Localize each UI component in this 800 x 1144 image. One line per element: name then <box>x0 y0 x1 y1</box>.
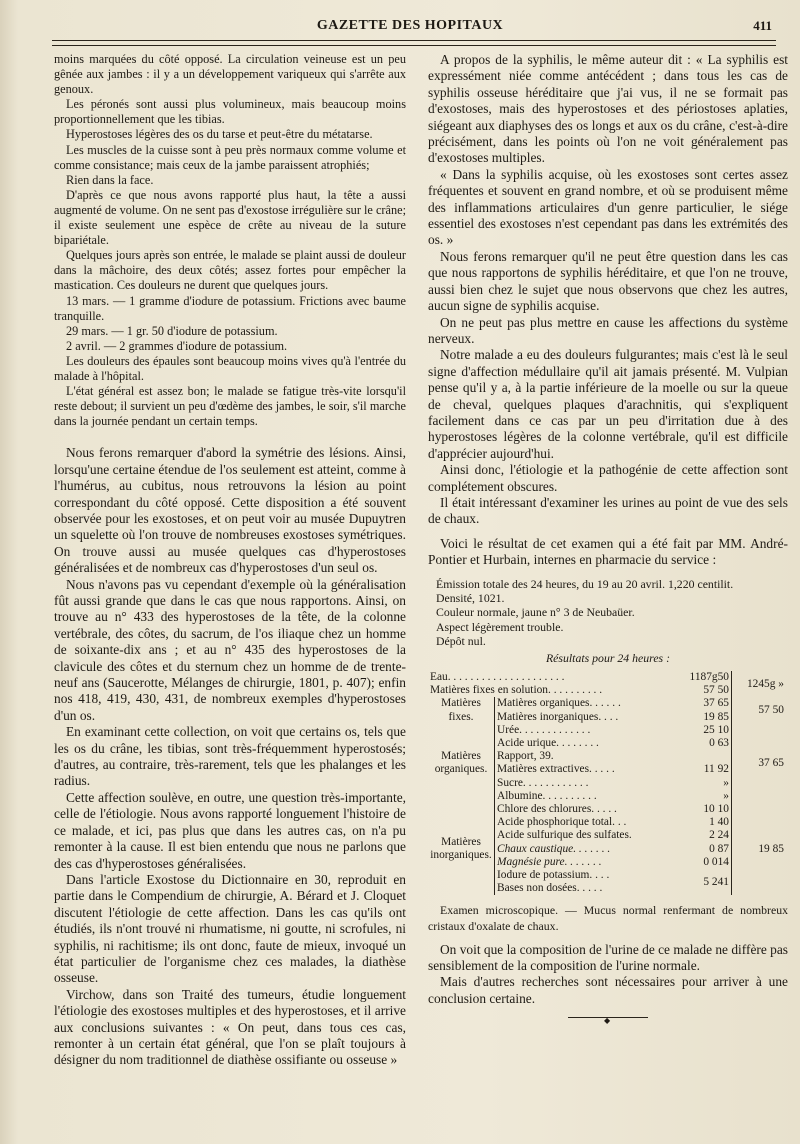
spacer <box>428 895 788 903</box>
left-column <box>54 52 406 1069</box>
paragraph: D'après ce que nous avons rapporté plus haut, la tête a aussi augmenté de volume. On ne sent pas d'exostose irrégulière sur le crâne; il existe seulement une espèce de crête au niveau de la suture bipariétale. <box>54 187 406 248</box>
paragraph: Les douleurs des épaules sont beaucoup moins vives qu'à l'entrée du malade à l'hôpital. <box>54 353 406 383</box>
row-value: 5 241 <box>703 875 729 888</box>
paragraph: « Dans la syphilis acquise, où les exostoses sont certes assez fréquentes et souvent en grand nombre, et où se produisent même des inflammations articulaires d'un genre particulier, le siége essentiel des exostoses n'est cependant pas dans les extrémités des os. » <box>428 166 788 248</box>
spacer <box>428 528 788 536</box>
paragraph: On voit que la composition de l'urine de ce malade ne diffère pas sensiblement de la composition de l'urine normale. <box>428 941 788 974</box>
large-text-block <box>428 52 788 569</box>
large-text-block <box>54 445 406 1068</box>
paragraph: L'état général est assez bon; le malade se fatigue très-vite lorsqu'il reste debout; il survient un peu d'œdème des jambes, le soir, s'il marche dans la journée pendant un certain temps. <box>54 384 406 429</box>
row-label: Bases non dosées. . . . . <box>495 882 680 895</box>
paragraph: Quelques jours après son entrée, le malade se plaint aussi de douleur dans la mâchoire, des deux côtés; assez fortes pour empêcher la mastication. Ces douleurs ne durent que quelques jours. <box>54 248 406 293</box>
report-line: Émission totale des 24 heures, du 19 au 20 avril. 1,220 centilit. <box>436 576 734 591</box>
table-row <box>428 697 786 710</box>
header-rule <box>52 40 776 46</box>
page-number: 411 <box>753 18 772 33</box>
row-label: Rapport, 39. <box>495 750 680 763</box>
table-row <box>428 724 786 737</box>
paragraph: On ne peut pas plus mettre en cause les affections du système nerveux. <box>428 314 788 346</box>
results-title: Résultats pour 24 heures : <box>545 650 671 665</box>
row-label: Acide sulfurique des sulfates. <box>495 829 680 842</box>
report-line: Aspect légèrement trouble. <box>436 619 564 634</box>
paragraph: 29 mars. — 1 gr. 50 d'iodure de potassium. <box>66 323 278 338</box>
group-label: Matières fixes. <box>441 697 481 723</box>
right-column <box>428 52 788 1024</box>
paragraph: Virchow, dans son Traité des tumeurs, étudie longuement l'étiologie des exostoses multiples et des hyperostoses, et il arrive aux conclusions suivantes : « On peut, dans tous ces cas, remonter à un certain état général, que l'on se plaît toujours à désigner du nom traditionnel de diathèse ossifiante ou osseuse » <box>54 986 406 1068</box>
row-value: 57 50 <box>703 684 729 697</box>
page-header <box>40 18 780 40</box>
paragraph: Hyperostoses légères des os du tarse et peut-être du métatarse. <box>66 127 373 142</box>
paragraph: 13 mars. — 1 gramme d'iodure de potassium. Frictions avec baume tranquille. <box>54 293 406 323</box>
group-label: Matières organiques. <box>434 750 488 776</box>
row-value: » <box>723 776 729 789</box>
group-total: 19 85 <box>732 803 787 895</box>
row-label: Acide phosphorique total. . . <box>495 816 680 829</box>
large-text-block <box>428 942 788 1008</box>
report-line: Couleur normale, jaune n° 3 de Neubaüer. <box>436 605 635 620</box>
row-total: 1245g » <box>732 671 787 697</box>
paragraph: Les péronés sont aussi plus volumineux, mais beaucoup moins proportionnellement que les tibias. <box>54 97 406 127</box>
paragraph: moins marquées du côté opposé. La circulation veineuse est un peu gênée aux jambes : il y a un développement variqueux qui s'arrête aux genoux. <box>54 52 406 97</box>
paragraph: Il était intéressant d'examiner les urines au point de vue des sels de chaux. <box>428 494 788 527</box>
row-label: Acide urique. . . . . . . . <box>495 737 680 750</box>
table-row <box>428 671 786 684</box>
row-value: 0 87 <box>709 842 729 855</box>
spacer <box>428 569 788 577</box>
row-value: 37 65 <box>703 697 729 710</box>
diamond-ornament-icon: ◆ <box>604 1016 611 1026</box>
report-line: Densité, 1021. <box>436 591 505 605</box>
paragraph: Les muscles de la cuisse sont à peu près normaux comme volume et comme consistance; mais ceux de la jambe paraissent atrophiés; <box>54 142 406 172</box>
paragraph: Nous ferons remarquer qu'il ne peut être question dans les cas que nous rapportons de syphilis héréditaire, et que l'on ne trouve, aussi bien chez le sujet que nous observons que chez les autres, aucun signe de syphilis acquise. <box>428 248 788 314</box>
row-value: » <box>723 789 729 802</box>
spacer <box>428 934 788 942</box>
row-value: 0 014 <box>703 855 729 868</box>
paragraph: 2 avril. — 2 grammes d'iodure de potassium. <box>66 338 288 353</box>
row-value: 1 40 <box>709 816 729 829</box>
row-value: 0 63 <box>709 737 729 750</box>
row-label: Matières organiques. . . . . . <box>495 697 680 710</box>
group-total: 57 50 <box>732 697 787 723</box>
urine-report <box>428 577 788 665</box>
group-total: 37 65 <box>732 724 787 803</box>
row-value: 1187g50 <box>689 671 729 684</box>
paragraph: En examinant cette collection, on voit que certains os, tels que les os du crâne, les tibias, sont très-fréquemment hyperostosés; d'autres, au contraire, très-rarement, tels que les phalanges et les radius. <box>54 724 406 789</box>
row-label: Urée. . . . . . . . . . . . . <box>495 724 680 737</box>
row-value: 2 24 <box>709 829 729 842</box>
row-label: Iodure de potassium. . . . <box>495 869 680 882</box>
row-value: 10 10 <box>703 803 729 816</box>
paragraph: Dans l'article Exostose du Dictionnaire en 30, reproduit en partie dans le Compendium de chirurgie, A. Bérard et J. Cloquet discutent l'étiologie de cette affection. Dans les cas qu'ils ont étudiés, ils n'ont trouvé ni rhumatisme, ni goutte, ni scrofules, ni syphilis, ni rachitisme; ils ont donc, faute de mieux, invoqué un état particulier de l'organisme chez ces malades, la diathèse osseuse. <box>54 871 406 986</box>
paragraph: Nous n'avons pas vu cependant d'exemple où la généralisation fût aussi grande que dans le cas que nous rapportons. Ainsi, on trouve au n° 433 des hyperostoses de la tête, de la colonne vertébrale, des côtes, du sacrum, de l'os iliaque chez un homme de soixante-dix ans ; et au n° 435 des hyperostoses de la clavicule des côtes et du sternum chez un homme de de trente-neuf ans (Saucerotte, Mélanges de chirurgie, 1801, p. 407); enfin nos 418, 419, 430, 431, de nombreux exemples d'hyperostoses d'un os. <box>54 576 406 723</box>
paragraph: A propos de la syphilis, le même auteur dit : « La syphilis est expressément niée comme antécédent ; dans tous les cas de syphilis osseuse héréditaire que j'ai vus, il ne se formait pas d'exostoses, mais des hyperostoses et des périostoses aplaties, siégeant aux diaphyses des os longs et aux os du crâne, c'est-à-dire précisément, dans les points où l'on ne voit généralement pas d'exostoses multiples. <box>428 52 788 166</box>
paragraph: Rien dans la face. <box>66 172 154 187</box>
paragraph: Cette affection soulève, en outre, une question très-importante, celle de l'étiologie. Nous avons rapporté longuement l'histoire de ce malade, et ici, pas plus que dans les autres cas, on n'a pu remonter à la cause. Il est bien entendu que nous ne parlons que des cas d'hyperostoses généralisées. <box>54 789 406 871</box>
report-line: Dépôt nul. <box>436 634 486 649</box>
table-row <box>428 803 786 816</box>
microscopic-exam: Examen microscopique. — Mucus normal renfermant de nombreux cristaux d'oxalate de chaux. <box>428 903 788 933</box>
row-value: 19 85 <box>703 710 729 723</box>
row-label: Matières inorganiques. . . . <box>495 711 680 724</box>
paragraph: Voici le résultat de cet examen qui a été fait par MM. André-Pontier et Hurbain, internes en pharmacie du service : <box>428 535 788 568</box>
row-value: 25 10 <box>703 723 729 736</box>
row-label: Eau. . . . . . . . . . . . . . . . . . . . . <box>430 671 565 684</box>
row-value <box>679 750 732 763</box>
row-label: Matières fixes en solution. . . . . . . . . . <box>430 684 603 697</box>
paragraph: Mais d'autres recherches sont nécessaires pour arriver à une conclusion certaine. <box>428 974 788 1006</box>
analysis-table <box>428 671 786 895</box>
row-label: Magnésie pure. . . . . . . <box>495 856 680 869</box>
row-label: Chaux caustique. . . . . . . <box>495 843 680 856</box>
journal-title: GAZETTE DES HOPITAUX <box>316 18 504 33</box>
row-value: 11 92 <box>703 763 729 776</box>
spacer <box>54 429 406 445</box>
row-label: Chlore des chlorures. . . . . <box>495 803 680 816</box>
section-divider <box>568 1017 648 1024</box>
paragraph: Notre malade a eu des douleurs fulgurantes; mais c'est là le seul signe d'affection médullaire qu'il ait jamais présenté. M. Vulpian pense qu'il y a, à la partie inférieure de la moelle ou sur la queue de cheval, quelques plaques d'arachnitis, qui s'expliquent facilement dans ce cas par un peu d'irritation due à des hyperostoses légères de la colonne vertébrale, qu'il est difficile d'apprécier aujourd'hui. <box>428 347 788 461</box>
paragraph: Nous ferons remarquer d'abord la symétrie des lésions. Ainsi, lorsqu'une certaine étendue de l'os seulement est atteint, comme à l'humérus, au cubitus, nous retrouvons la lésion au point correspondant du côté opposé. Cette disposition a été souvent observée pour les exostoses, et on peut voir au musée Dupuytren un squelette où l'on trouve de nombreuses exostoses symétriques. On trouve aussi au musée quelques cas d'hyperostoses généralisées et de nombreux cas d'hyperostoses d'un seul os. <box>54 445 406 576</box>
paragraph: Ainsi donc, l'étiologie et la pathogénie de cette affection sont complétement obscures. <box>428 462 788 494</box>
row-label: Matières extractives. . . . . <box>495 763 680 776</box>
row-label: Sucre. . . . . . . . . . . . <box>495 777 680 790</box>
group-label: Matières inorganiques. <box>430 836 492 862</box>
row-label: Albumine. . . . . . . . . . <box>495 790 680 803</box>
